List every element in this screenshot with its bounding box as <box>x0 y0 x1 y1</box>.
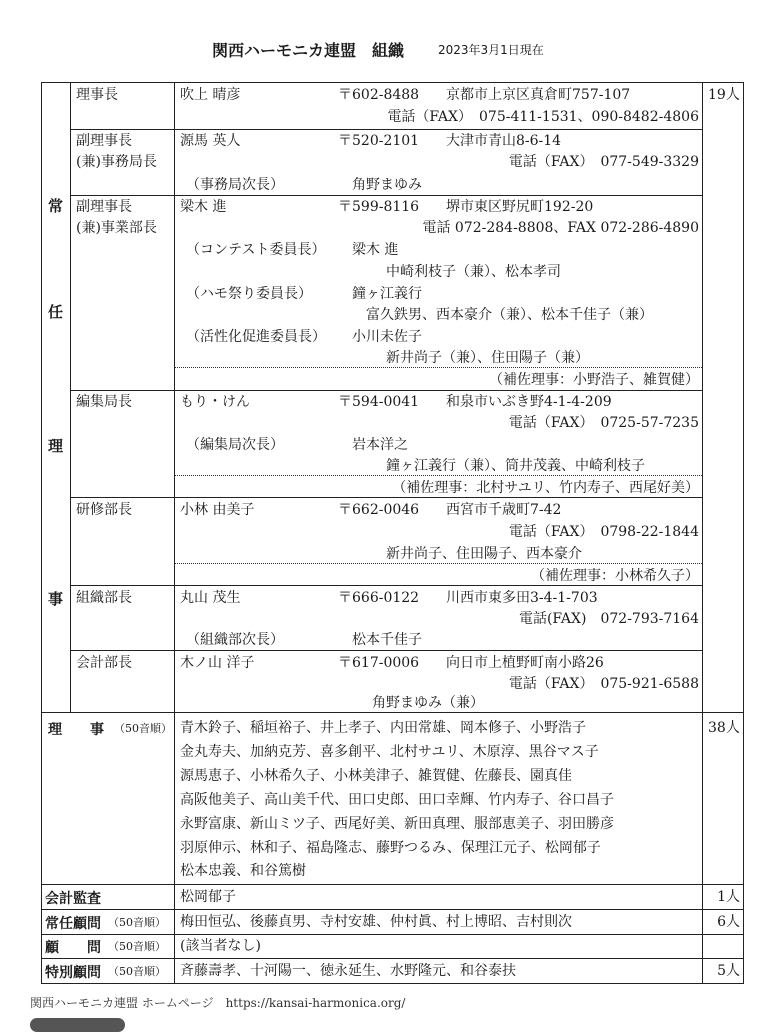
komon-label: 顧 問 <box>45 940 101 956</box>
assist-riji: （補佐理事：小野浩子、雑賀健） <box>489 372 699 388</box>
person-name: 梁木 進 <box>180 199 227 215</box>
row-separator <box>41 934 744 935</box>
committee-members: 富久鉄男、西本豪介（兼）、松本千佳子（兼） <box>366 307 653 323</box>
jonin-komon-count: 6人 <box>717 914 740 930</box>
row-separator <box>70 585 702 586</box>
komon-names: (該当者なし) <box>180 938 261 954</box>
phone: 電話(FAX) 072-793-7164 <box>518 611 699 627</box>
person-name: 岩本洋之 <box>352 437 408 453</box>
riji-names-line: 羽原伸示、林和子、福島隆志、藤野つるみ、保理江元子、松岡郁子 <box>180 840 601 856</box>
dotted-separator <box>175 367 702 368</box>
riji-names-line: 高阪他美子、高山美千代、田口史郎、田口幸輝、竹内寿子、谷口昌子 <box>180 792 614 808</box>
person-name: 丸山 茂生 <box>180 590 241 606</box>
committee-role: （コンテスト委員長） <box>186 242 326 258</box>
sort-note: （50音順） <box>108 916 166 929</box>
role-title: 副理事長 <box>76 199 132 215</box>
person-name: 吹上 晴彦 <box>180 87 241 103</box>
address: 西宮市千歳町7-42 <box>446 502 562 518</box>
tokubetsu-komon-count: 5人 <box>717 963 740 979</box>
role-title: 会計部長 <box>76 655 132 671</box>
address: 堺市東区野尻町192-20 <box>446 199 594 215</box>
riji-names-line: 松本忠義、和谷篤樹 <box>180 863 306 879</box>
jonin-count: 19人 <box>708 87 740 103</box>
postal-code: 〒599-8116 <box>338 199 420 215</box>
committee-role: （ハモ祭り委員長） <box>186 286 312 302</box>
phone: 電話（FAX） 077-549-3329 <box>508 154 699 170</box>
person-name: 小林 由美子 <box>180 502 255 518</box>
sort-note: （50音順） <box>108 940 166 953</box>
postal-code: 〒666-0122 <box>338 590 420 606</box>
tokubetsu-komon-label: 特別顧問 <box>45 965 101 981</box>
sort-note: （50音順） <box>114 722 172 735</box>
page-title: 関西ハーモニカ連盟 組織 <box>212 41 405 60</box>
as-of-date: 2023年3月1日現在 <box>438 43 544 57</box>
riji-count: 38人 <box>708 720 740 736</box>
table-top-border <box>41 82 744 83</box>
table-bottom-border <box>41 983 744 984</box>
sub-role: （編集局次長） <box>186 437 284 453</box>
sub-role: （組織部次長） <box>186 632 284 648</box>
role-title: 編集局長 <box>76 394 132 410</box>
phone: 電話（FAX） 075-921-6588 <box>508 676 699 692</box>
riji-names-line: 源馬恵子、小林希久子、小林美津子、雑賀健、佐藤長、園真佳 <box>180 768 572 784</box>
members: 角野まゆみ（兼） <box>372 695 484 711</box>
postal-code: 〒594-0041 <box>338 394 420 410</box>
jonin-label-char: 任 <box>48 303 64 321</box>
kansa-count: 1人 <box>717 889 740 905</box>
homepage-link[interactable]: 関西ハーモニカ連盟 ホームページ https://kansai-harmonica.org/ <box>30 996 406 1010</box>
phone: 電話（FAX） 0798-22-1844 <box>508 524 699 540</box>
members: 鐘ヶ江義行（兼）、筒井茂義、中崎利枝子 <box>386 458 645 474</box>
role-title: (兼)事業部長 <box>76 220 157 236</box>
committee-members: 中崎利枝子（兼）、松本孝司 <box>386 264 561 280</box>
tokubetsu-komon-names: 斉藤壽孝、十河陽一、徳永延生、水野隆元、和谷泰扶 <box>180 963 516 979</box>
row-separator <box>41 712 744 713</box>
table-left-border <box>41 82 42 984</box>
riji-names-line: 金丸寿夫、加納克芳、喜多創平、北村サユリ、木原淳、黒谷マス子 <box>180 744 599 760</box>
jonin-label-char: 常 <box>48 197 64 215</box>
row-separator <box>41 909 744 910</box>
role-title: (兼)事務局長 <box>76 154 157 170</box>
kansa-names: 松岡郁子 <box>180 889 236 905</box>
address: 大津市青山8-6-14 <box>446 133 562 149</box>
row-separator <box>70 129 702 130</box>
person-name: もり・けん <box>180 394 250 410</box>
role-title: 理事長 <box>76 87 118 103</box>
address: 和泉市いぶき野4-1-4-209 <box>446 394 612 410</box>
role-title: 副理事長 <box>76 133 132 149</box>
riji-names-line: 青木鈴子、稲垣裕子、井上孝子、内田常雄、岡本修子、小野浩子 <box>180 720 586 736</box>
person-name: 木ノ山 洋子 <box>180 655 255 671</box>
name-column-divider <box>174 82 175 984</box>
assist-riji: （補佐理事：小林希久子） <box>531 568 699 584</box>
dotted-separator <box>175 563 702 564</box>
row-separator <box>70 497 702 498</box>
page-indicator-bar <box>30 1018 125 1032</box>
postal-code: 〒662-0046 <box>338 502 420 518</box>
role-title: 組織部長 <box>76 590 132 606</box>
postal-code: 〒602-8488 <box>338 87 420 103</box>
address: 京都市上京区真倉町757-107 <box>446 87 631 103</box>
assist-riji: （補佐理事：北村サユリ、竹内寿子、西尾好美） <box>392 480 699 496</box>
person-name: 小川未佐子 <box>352 329 422 345</box>
sort-note: （50音順） <box>108 965 166 978</box>
phone: 電話（FAX） 075-411-1531、090-8482-4806 <box>387 109 699 125</box>
person-name: 角野まゆみ <box>352 177 422 193</box>
row-separator <box>41 958 744 959</box>
address: 川西市東多田3-4-1-703 <box>446 590 598 606</box>
jonin-komon-names: 梅田恒弘、後藤貞男、寺村安雄、仲村眞、村上博昭、吉村則次 <box>180 914 572 930</box>
postal-code: 〒520-2101 <box>338 133 420 149</box>
kansa-label: 会計監査 <box>45 891 101 907</box>
riji-label: 理 事 <box>48 722 104 738</box>
count-column-divider <box>702 82 703 984</box>
role-title: 研修部長 <box>76 502 132 518</box>
row-separator <box>70 650 702 651</box>
person-name: 鐘ヶ江義行 <box>352 286 422 302</box>
row-separator <box>70 195 702 196</box>
person-name: 源馬 英人 <box>180 133 241 149</box>
table-bottom-rule <box>41 884 744 885</box>
jonin-label-divider <box>70 82 71 712</box>
jonin-komon-label: 常任顧問 <box>45 916 101 932</box>
riji-names-line: 永野富康、新山ミツ子、西尾好美、新田真理、服部恵美子、羽田勝彦 <box>180 816 614 832</box>
postal-code: 〒617-0006 <box>338 655 420 671</box>
committee-members: 新井尚子（兼）、住田陽子（兼） <box>386 350 589 366</box>
address: 向日市上植野町南小路26 <box>446 655 604 671</box>
phone: 電話（FAX） 0725-57-7235 <box>508 415 699 431</box>
dotted-separator <box>175 475 702 476</box>
row-separator <box>70 390 702 391</box>
members: 新井尚子、住田陽子、西本豪介 <box>386 546 582 562</box>
person-name: 松本千佳子 <box>352 632 422 648</box>
committee-role: （活性化促進委員長） <box>186 329 326 345</box>
jonin-label-char: 理 <box>48 437 64 455</box>
jonin-label-char: 事 <box>48 590 64 608</box>
sub-role: （事務局次長） <box>186 177 284 193</box>
phone: 電話 072-284-8808、FAX 072-286-4890 <box>422 220 699 236</box>
table-right-border <box>743 82 744 984</box>
person-name: 梁木 進 <box>352 242 399 258</box>
